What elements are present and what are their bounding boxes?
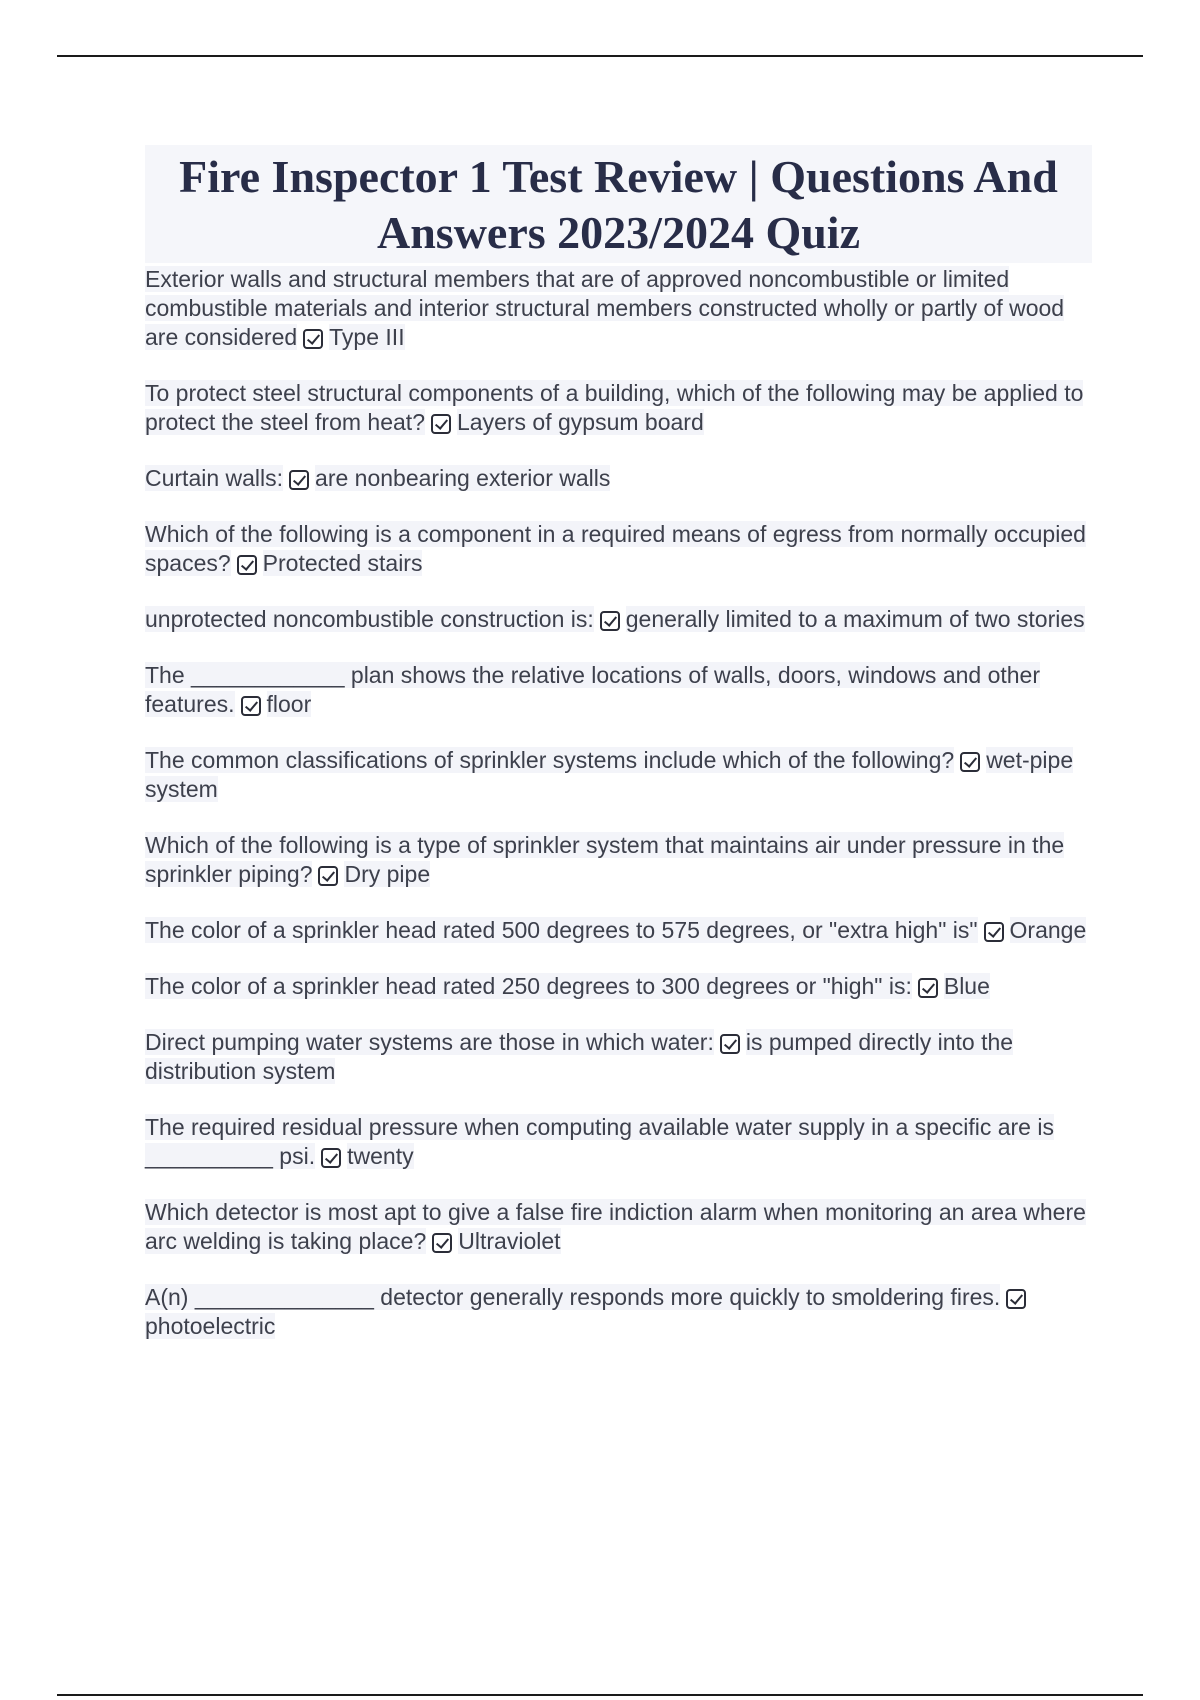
qa-item xyxy=(145,265,1092,352)
question-text: Which of the following is a component in a required means of egress from normally occupied spaces? xyxy=(145,521,1086,576)
answer-text: Dry pipe xyxy=(344,861,431,887)
checkbox-checked-icon xyxy=(918,978,938,998)
qa-item xyxy=(145,972,1092,1001)
qa-item xyxy=(145,661,1092,719)
question-text: Curtain walls: xyxy=(145,465,284,491)
bottom-rule xyxy=(57,1694,1143,1696)
question-text: unprotected noncombustible construction is: xyxy=(145,606,594,632)
qa-item xyxy=(145,1283,1092,1341)
checkbox-checked-icon xyxy=(431,414,451,434)
answer-text: Orange xyxy=(1009,917,1087,943)
answer-text: generally limited to a maximum of two stories xyxy=(625,606,1085,632)
qa-item xyxy=(145,1113,1092,1171)
qa-item xyxy=(145,464,1092,493)
checkbox-checked-icon xyxy=(984,922,1004,942)
question-text: A(n) ______________ detector generally responds more quickly to smoldering fires. xyxy=(145,1284,1001,1310)
question-text: The color of a sprinkler head rated 500 degrees to 575 degrees, or "extra high" is" xyxy=(145,917,978,943)
qa-list xyxy=(145,265,1092,1341)
question-text: Direct pumping water systems are those in which water: xyxy=(145,1029,714,1055)
checkbox-checked-icon xyxy=(600,611,620,631)
question-text: The color of a sprinkler head rated 250 degrees to 300 degrees or "high" is: xyxy=(145,973,912,999)
question-text: Which of the following is a type of sprinkler system that maintains air under pressure in the sprinkler piping? xyxy=(145,832,1065,887)
answer-text: is pumped directly into the distribution system xyxy=(145,1029,1014,1084)
document-body xyxy=(145,145,1092,1368)
answer-text: wet-pipe system xyxy=(145,747,1074,802)
question-text: Exterior walls and structural members that are of approved noncombustible or limited combustible materials and interior structural members constructed wholly or partly of wood are considered xyxy=(145,266,1065,350)
checkbox-checked-icon xyxy=(1006,1289,1026,1309)
answer-text: Layers of gypsum board xyxy=(457,409,704,435)
qa-item xyxy=(145,746,1092,804)
checkbox-checked-icon xyxy=(289,470,309,490)
qa-item xyxy=(145,520,1092,578)
checkbox-checked-icon xyxy=(720,1034,740,1054)
qa-item xyxy=(145,831,1092,889)
question-text: The required residual pressure when computing available water supply in a specific are is __________ psi. xyxy=(145,1114,1054,1169)
answer-text: are nonbearing exterior walls xyxy=(315,465,611,491)
checkbox-checked-icon xyxy=(303,329,323,349)
answer-text: Type III xyxy=(329,324,405,350)
qa-item xyxy=(145,379,1092,437)
question-text: The common classifications of sprinkler systems include which of the following? xyxy=(145,747,955,773)
qa-item xyxy=(145,916,1092,945)
checkbox-checked-icon xyxy=(960,752,980,772)
answer-text: Protected stairs xyxy=(262,550,423,576)
qa-item xyxy=(145,1028,1092,1086)
checkbox-checked-icon xyxy=(241,696,261,716)
checkbox-checked-icon xyxy=(318,866,338,886)
checkbox-checked-icon xyxy=(432,1233,452,1253)
checkbox-checked-icon xyxy=(321,1148,341,1168)
question-text: To protect steel structural components of a building, which of the following may be applied to protect the steel from heat? xyxy=(145,380,1084,435)
top-rule xyxy=(57,55,1143,57)
checkbox-checked-icon xyxy=(237,555,257,575)
question-text: Which detector is most apt to give a false fire indiction alarm when monitoring an area where arc welding is taking place? xyxy=(145,1199,1086,1254)
qa-item xyxy=(145,1198,1092,1256)
answer-text: floor xyxy=(266,691,312,717)
qa-item xyxy=(145,605,1092,634)
answer-text: twenty xyxy=(347,1143,414,1169)
answer-text: Ultraviolet xyxy=(458,1228,561,1254)
page-title: Fire Inspector 1 Test Review | Questions And Answers 2023/2024 Quiz xyxy=(145,145,1092,263)
answer-text: photoelectric xyxy=(145,1313,276,1339)
answer-text: Blue xyxy=(943,973,990,999)
question-text: The ____________ plan shows the relative locations of walls, doors, windows and other features. xyxy=(145,662,1041,717)
